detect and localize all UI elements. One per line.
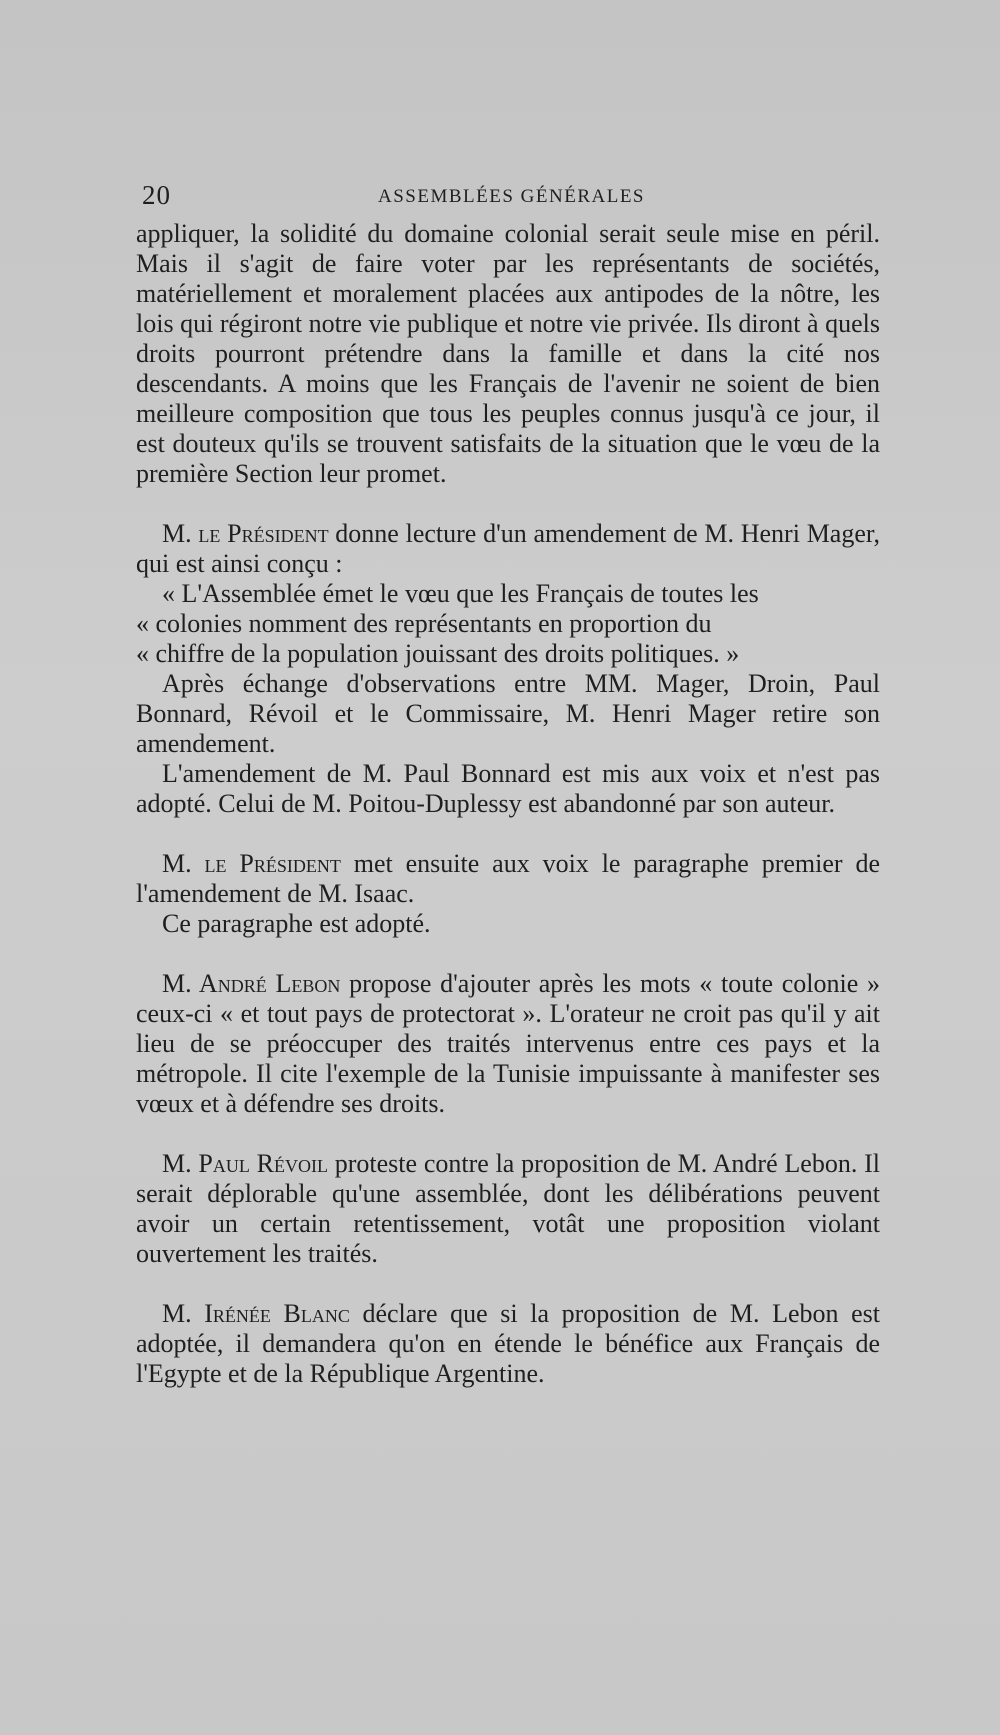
- page-header: [142, 180, 872, 210]
- speaker-name: M. Paul Révoil: [162, 1149, 328, 1178]
- paragraph-president-reading: [136, 519, 880, 579]
- paragraph-text: donne lecture d'un amendement de M. Henri Mager, qui est ainsi conçu :: [136, 519, 881, 578]
- speaker-name: M. André Lebon: [162, 969, 341, 998]
- speaker-name: M. le Président: [162, 849, 341, 878]
- paragraph-blanc: [136, 1299, 880, 1389]
- speaker-name: M. le Président: [162, 519, 329, 548]
- page-number: 20: [142, 180, 171, 210]
- paragraph-president-vote: [136, 849, 880, 909]
- paragraph-lebon: [136, 969, 880, 1119]
- paragraph-vote-result: L'amendement de M. Paul Bonnard est mis aux voix et n'est pas adopté. Celui de M. Poitou-Duplessy est abandonné par son auteur.: [136, 759, 880, 818]
- paragraph-continuation: appliquer, la solidité du domaine colonial serait seule mise en péril. Mais il s'agit de faire voter par les représentants de sociétés, matériellement et moralement placées aux antipodes de la nôtre, les lois qui régiront notre vie publique et notre vie privée. Ils diront à quels droits pourront prétendre dans la famille et dans la cité nos descendants. A moins que les Français de l'avenir ne soient de bien meilleure composition que tous les peuples connus jusqu'à ce jour, il est douteux qu'ils se trouvent satisfaits de la situation que le vœu de la première Section leur promet.: [136, 219, 880, 488]
- paragraph-text: proteste contre la proposition de M. André Lebon. Il serait déplorable qu'une assemblée, dont les délibérations peuvent avoir un certain retentissement, votât une proposition violant ouvertement les traités.: [136, 1149, 880, 1268]
- quote-line: « L'Assemblée émet le vœu que les Français de toutes les: [162, 579, 759, 608]
- paragraph-text: propose d'ajouter après les mots « toute colonie » ceux-ci « et tout pays de protectorat ». L'orateur ne croit pas qu'il y ait lieu de se préoccuper des traités intervenus entre ces pays et la métropole. Il cite l'exemple de la Tunisie impuissante à manifester ses vœux et à défendre ses droits.: [136, 969, 880, 1118]
- paragraph-revoil: [136, 1149, 880, 1269]
- running-head: ASSEMBLÉES GÉNÉRALES: [378, 186, 645, 207]
- paragraph-text: déclare que si la proposition de M. Lebon est adoptée, il demandera qu'on en étende le bénéfice aux Français de l'Egypte et de la République Argentine.: [136, 1299, 880, 1388]
- quote-line: « colonies nomment des représentants en proportion du: [136, 609, 712, 638]
- quote-line: « chiffre de la population jouissant des droits politiques. »: [136, 639, 740, 668]
- speaker-name: M. Irénée Blanc: [162, 1299, 350, 1328]
- paragraph-text: met ensuite aux voix le paragraphe premier de l'amendement de M. Isaac.: [136, 849, 880, 908]
- body-text: [136, 219, 880, 1389]
- paragraph-withdrawal: Après échange d'observations entre MM. Mager, Droin, Paul Bonnard, Révoil et le Commissaire, M. Henri Mager retire son amendement.: [136, 669, 880, 758]
- paragraph-adopted: Ce paragraphe est adopté.: [162, 909, 431, 938]
